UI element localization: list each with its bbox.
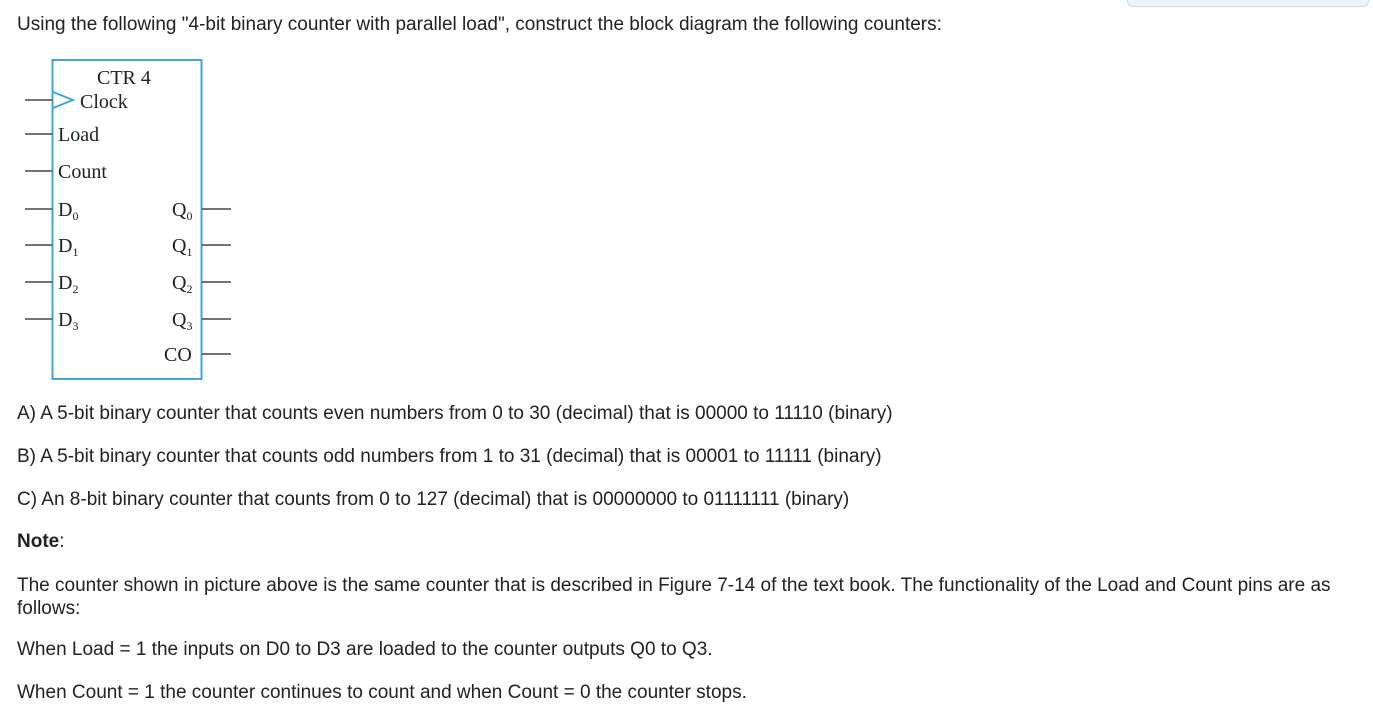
clock-label: Clock xyxy=(80,91,128,113)
count-label: Count xyxy=(58,161,107,183)
co-label: CO xyxy=(164,344,192,366)
q3-label: $Q_3$ xyxy=(172,309,193,333)
counter-title: CTR 4 xyxy=(97,67,151,89)
note-paragraph-2: When Load = 1 the inputs on D0 to D3 are loaded to the counter outputs Q0 to Q3. xyxy=(17,639,713,660)
q1-label: $Q_1$ xyxy=(172,235,193,259)
note-paragraph-3: When Count = 1 the counter continues to count and when Count = 0 the counter stops. xyxy=(17,682,747,703)
d1-label: $D_1$ xyxy=(58,235,79,259)
note-paragraph-1: The counter shown in picture above is the same counter that is described in Figure 7-14 of the text book. The functionality of the Load and Count pins are as follows: xyxy=(17,575,1331,619)
load-label: Load xyxy=(58,124,100,146)
question-c: C) An 8-bit binary counter that counts from 0 to 127 (decimal) that is 00000000 to 01111111 (binary) xyxy=(17,489,850,510)
note-label: Note xyxy=(17,531,60,552)
note-heading xyxy=(17,531,65,553)
counter-block-diagram xyxy=(0,50,260,385)
question-b: B) A 5-bit binary counter that counts odd numbers from 1 to 31 (decimal) that is 00001 to 11111 (binary) xyxy=(17,446,882,467)
q2-label: $Q_2$ xyxy=(172,272,193,296)
intro-text: Using the following "4-bit binary counter with parallel load", construct the block diagram the following counters: xyxy=(17,14,942,35)
clock-edge-icon xyxy=(53,92,73,108)
d3-label: $D_3$ xyxy=(58,309,79,333)
q0-label: $Q_0$ xyxy=(172,199,193,223)
note-colon: : xyxy=(59,531,65,552)
d2-label: $D_2$ xyxy=(58,272,79,296)
d0-label: $D_0$ xyxy=(58,199,79,223)
question-a: A) A 5-bit binary counter that counts even numbers from 0 to 30 (decimal) that is 00000 to 11110 (binary) xyxy=(17,403,893,424)
corner-tab xyxy=(1127,0,1369,7)
